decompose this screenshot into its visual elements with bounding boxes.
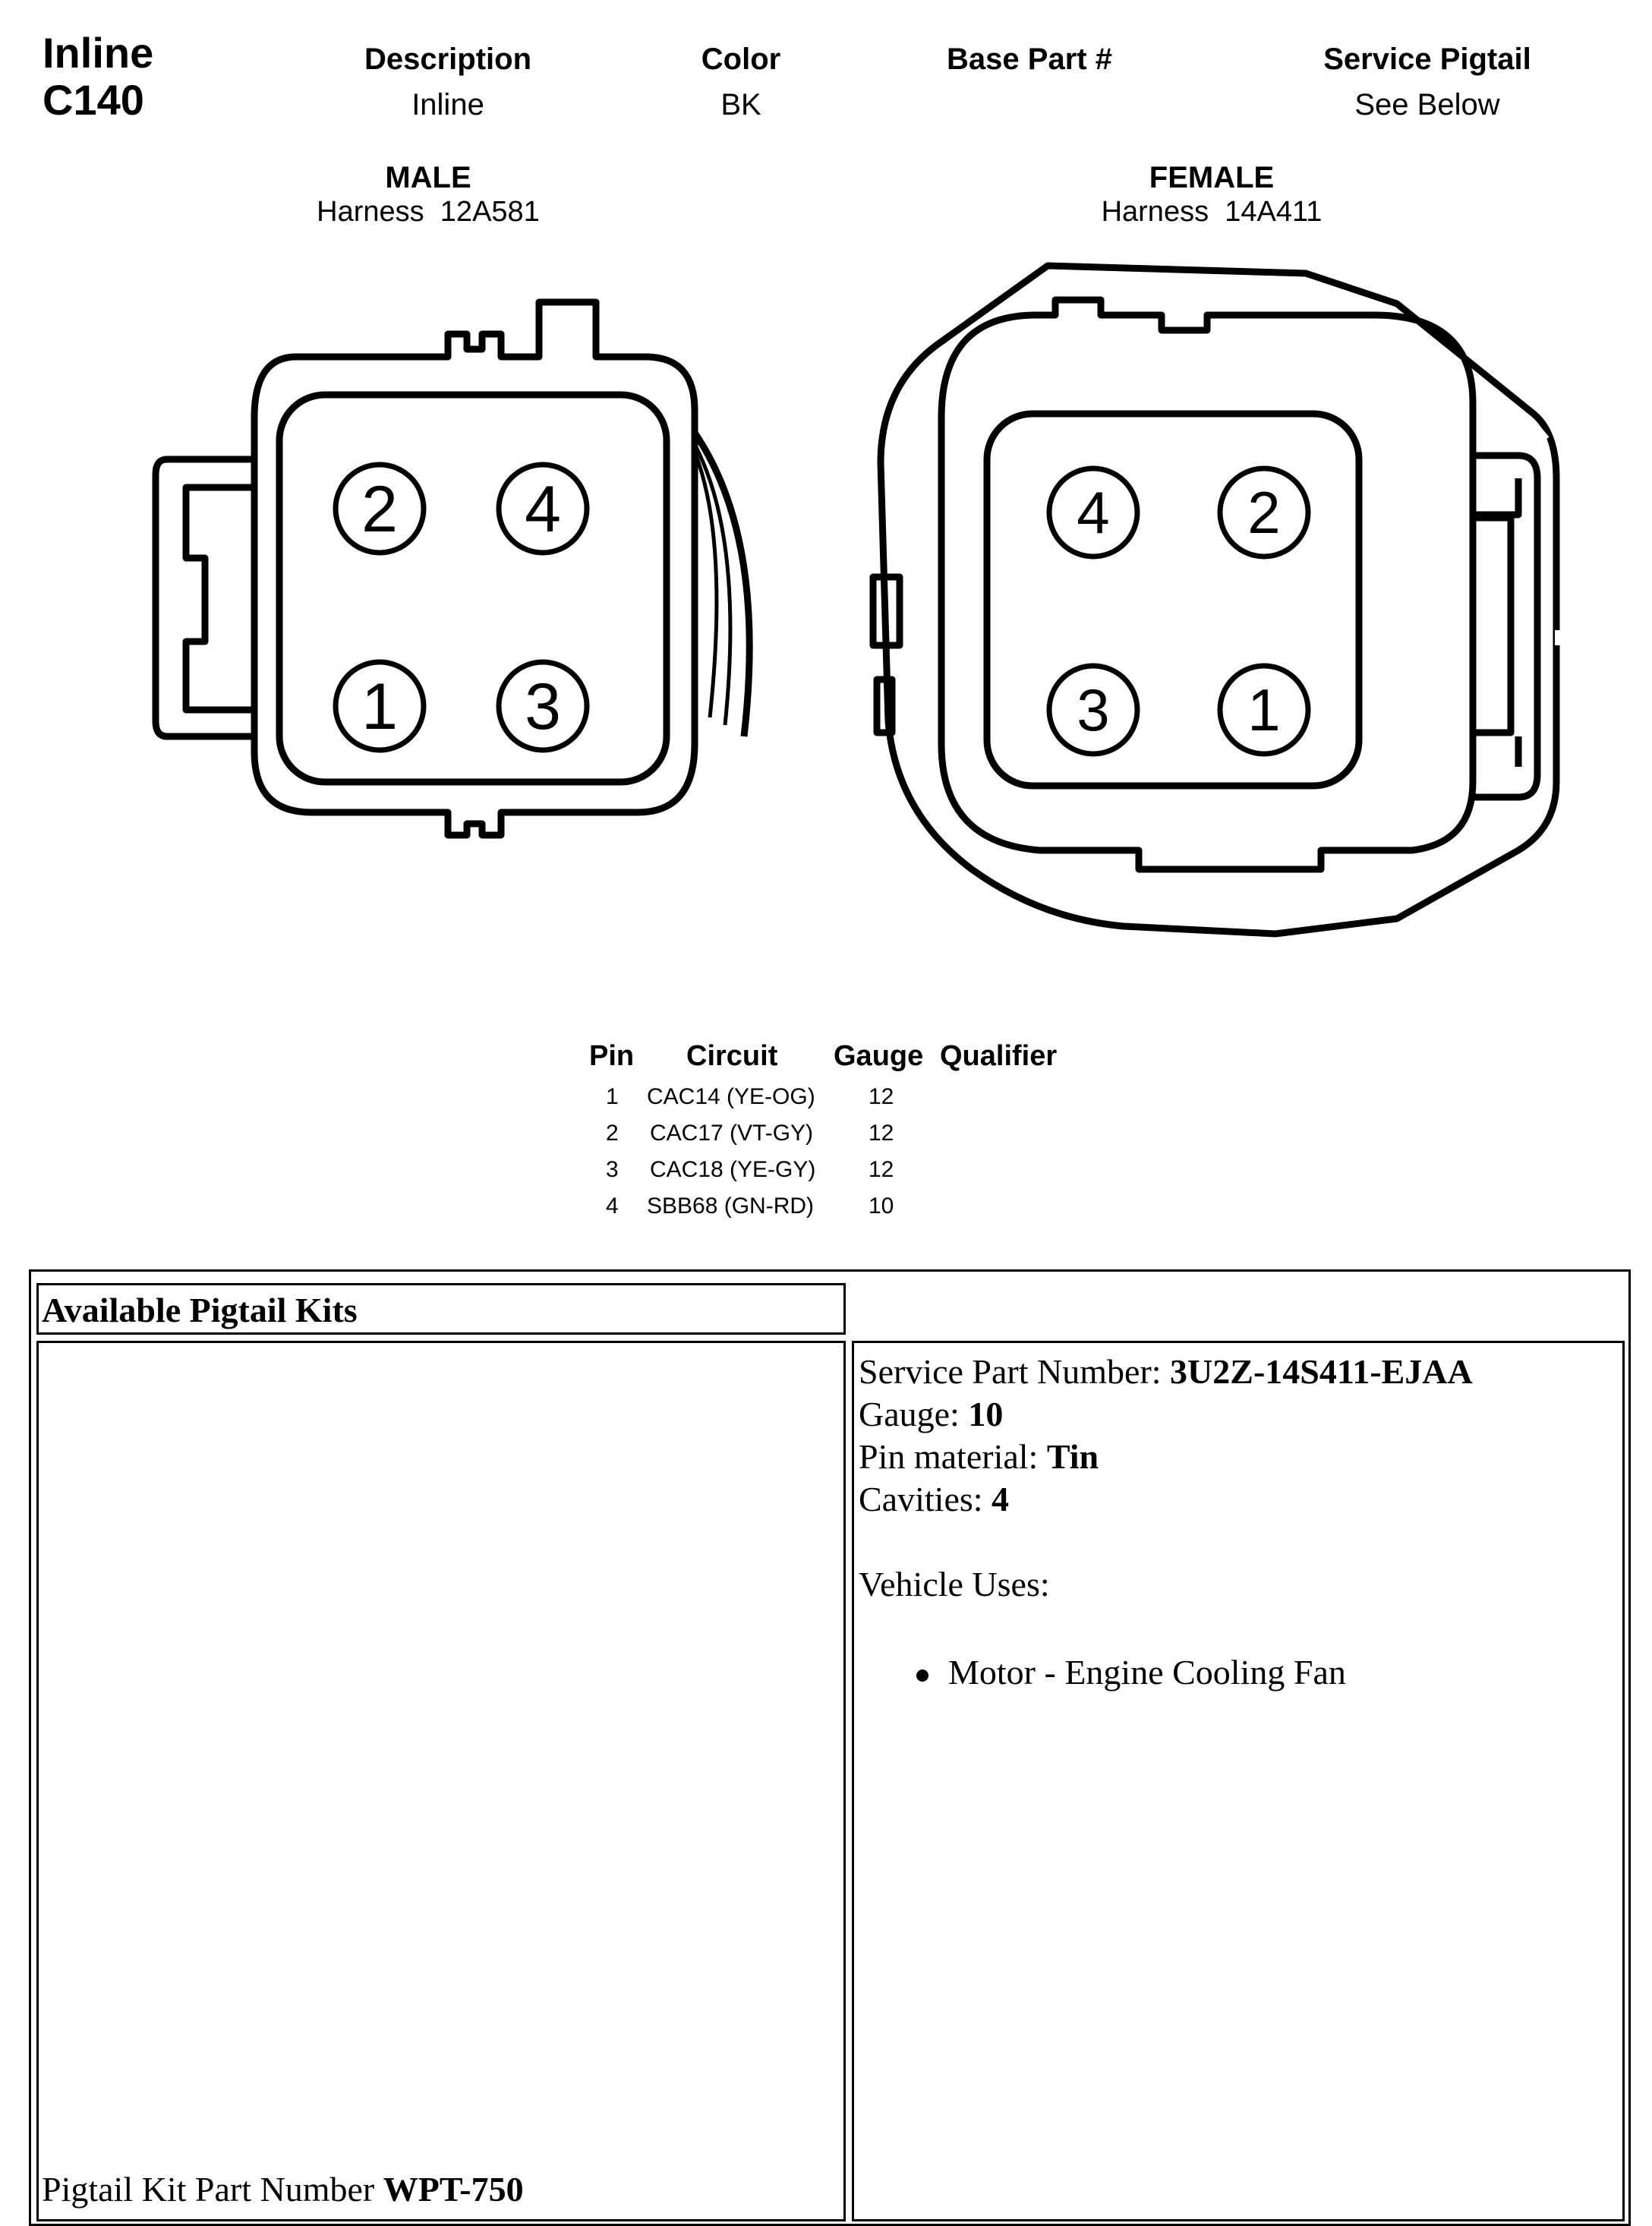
color-value: BK bbox=[720, 88, 761, 121]
pigtail-heading: Available Pigtail Kits bbox=[42, 1291, 358, 1329]
connector-id: C140 bbox=[43, 76, 144, 124]
base-part-header: Base Part # bbox=[947, 43, 1112, 76]
female-label: FEMALE bbox=[1149, 161, 1275, 194]
service-pigtail-value: See Below bbox=[1354, 88, 1500, 121]
male-shell-outer bbox=[254, 302, 695, 835]
bullet-icon bbox=[916, 1670, 928, 1682]
gauge-cell: 12 bbox=[869, 1157, 894, 1182]
gauge-cell: 12 bbox=[869, 1084, 894, 1109]
pin-material-value: Tin bbox=[1046, 1437, 1099, 1476]
gauge-label: Gauge: bbox=[859, 1395, 960, 1433]
vehicle-uses-label: Vehicle Uses: bbox=[859, 1565, 1050, 1603]
circuit-cell: CAC17 (VT-GY) bbox=[650, 1121, 814, 1146]
connector-type: Inline bbox=[43, 29, 154, 77]
pin-material-label: Pin material: bbox=[859, 1437, 1039, 1476]
female-harness-number: 14A411 bbox=[1225, 196, 1323, 228]
kit-label: Pigtail Kit Part Number bbox=[42, 2170, 375, 2209]
female-pin-label: 1 bbox=[1247, 676, 1281, 743]
circuit-header: Circuit bbox=[686, 1040, 778, 1072]
gauge-cell: 10 bbox=[869, 1193, 894, 1219]
male-pin-label: 2 bbox=[361, 473, 398, 546]
qualifier-header: Qualifier bbox=[940, 1040, 1058, 1072]
male-pin-label: 4 bbox=[525, 473, 561, 546]
female-pin-label: 3 bbox=[1077, 676, 1110, 743]
male-connector-diagram bbox=[144, 288, 805, 896]
female-harness-text: Harness bbox=[1101, 196, 1209, 228]
circuit-cell: SBB68 (GN-RD) bbox=[647, 1193, 815, 1219]
male-pin-label: 1 bbox=[361, 670, 398, 743]
male-harness-text: Harness bbox=[317, 196, 424, 228]
service-part-number: 3U2Z-14S411-EJAA bbox=[1170, 1352, 1473, 1391]
pin-cell: 3 bbox=[606, 1157, 619, 1182]
gauge-value: 10 bbox=[968, 1395, 1004, 1433]
description-value: Inline bbox=[411, 88, 484, 121]
pin-cell: 1 bbox=[606, 1084, 619, 1109]
kit-number: WPT-750 bbox=[383, 2170, 524, 2209]
pin-cell: 4 bbox=[606, 1193, 619, 1219]
service-part-label: Service Part Number: bbox=[859, 1352, 1162, 1391]
cavities-value: 4 bbox=[992, 1480, 1010, 1518]
pin-header: Pin bbox=[589, 1040, 635, 1072]
service-pigtail-header: Service Pigtail bbox=[1323, 43, 1531, 76]
male-pin-label: 3 bbox=[525, 670, 561, 743]
service-part-cell bbox=[852, 1341, 1625, 2221]
pigtail-kit-line bbox=[42, 2169, 524, 2209]
service-part-details bbox=[859, 1351, 1473, 1694]
gauge-line bbox=[859, 1393, 1473, 1436]
male-harness bbox=[200, 196, 656, 229]
gauge-header: Gauge bbox=[834, 1040, 924, 1072]
female-harness bbox=[984, 196, 1439, 229]
circuit-cell: CAC14 (YE-OG) bbox=[647, 1084, 815, 1109]
service-part-line bbox=[859, 1351, 1473, 1393]
circuit-cell: CAC18 (YE-GY) bbox=[650, 1157, 816, 1182]
pigtail-heading-cell bbox=[36, 1283, 846, 1335]
vehicle-use-item bbox=[859, 1651, 1473, 1694]
color-header: Color bbox=[701, 43, 781, 76]
vehicle-use-text: Motor - Engine Cooling Fan bbox=[948, 1653, 1346, 1692]
male-label: MALE bbox=[385, 161, 471, 194]
cavities-label: Cavities: bbox=[859, 1480, 983, 1518]
pigtail-kit-cell bbox=[36, 1341, 846, 2221]
gauge-cell: 12 bbox=[869, 1121, 894, 1146]
male-harness-number: 12A581 bbox=[440, 196, 540, 228]
pin-cell: 2 bbox=[606, 1121, 619, 1146]
pin-material-line bbox=[859, 1436, 1473, 1478]
female-pin-label: 4 bbox=[1077, 479, 1110, 546]
description-header: Description bbox=[364, 43, 532, 76]
cavities-line bbox=[859, 1478, 1473, 1521]
female-connector-diagram bbox=[850, 251, 1579, 949]
female-pin-label: 2 bbox=[1247, 479, 1281, 546]
